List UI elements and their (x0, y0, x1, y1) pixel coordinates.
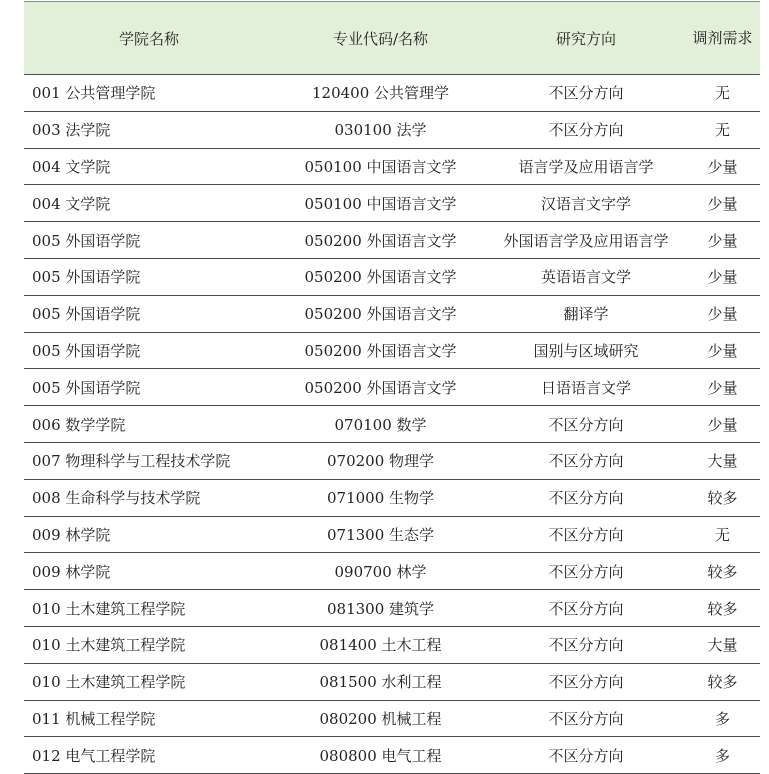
cell-direction: 不区分方向 (487, 111, 685, 148)
cell-college: 008 生命科学与技术学院 (24, 479, 274, 516)
cell-college: 011 机械工程学院 (24, 700, 274, 737)
cell-demand: 较多 (685, 590, 760, 627)
cell-major: 071000 生物学 (274, 479, 487, 516)
table-row (24, 516, 760, 553)
cell-direction: 翻译学 (487, 295, 685, 332)
cell-major: 081500 水利工程 (274, 663, 487, 700)
cell-demand: 大量 (685, 442, 760, 479)
cell-demand: 无 (685, 111, 760, 148)
cell-demand: 无 (685, 75, 760, 112)
cell-major: 050200 外国语言文学 (274, 332, 487, 369)
cell-demand: 少量 (685, 406, 760, 443)
cell-direction: 不区分方向 (487, 406, 685, 443)
table-header (24, 2, 760, 75)
cell-direction: 不区分方向 (487, 516, 685, 553)
header-research-direction: 研究方向 (487, 2, 685, 75)
cell-demand: 多 (685, 700, 760, 737)
cell-major: 050100 中国语言文学 (274, 148, 487, 185)
table-row (24, 663, 760, 700)
cell-major: 081400 土木工程 (274, 626, 487, 663)
table-row (24, 553, 760, 590)
cell-college: 009 林学院 (24, 516, 274, 553)
header-adjustment-demand: 调剂需求 (685, 2, 760, 75)
cell-college: 010 土木建筑工程学院 (24, 626, 274, 663)
cell-demand: 少量 (685, 185, 760, 222)
table-row (24, 442, 760, 479)
cell-college: 003 法学院 (24, 111, 274, 148)
cell-college: 005 外国语学院 (24, 332, 274, 369)
cell-college: 005 外国语学院 (24, 258, 274, 295)
cell-college: 005 外国语学院 (24, 369, 274, 406)
cell-direction: 国别与区域研究 (487, 332, 685, 369)
table-row (24, 332, 760, 369)
cell-direction: 不区分方向 (487, 553, 685, 590)
cell-demand: 较多 (685, 479, 760, 516)
cell-direction: 语言学及应用语言学 (487, 148, 685, 185)
table-row (24, 737, 760, 774)
cell-major: 050200 外国语言文学 (274, 222, 487, 259)
cell-college: 004 文学院 (24, 148, 274, 185)
cell-direction: 日语语言文学 (487, 369, 685, 406)
cell-college: 009 林学院 (24, 553, 274, 590)
table-row (24, 295, 760, 332)
cell-major: 120400 公共管理学 (274, 75, 487, 112)
cell-major: 071300 生态学 (274, 516, 487, 553)
cell-college: 006 数学学院 (24, 406, 274, 443)
cell-direction: 外国语言学及应用语言学 (487, 222, 685, 259)
table-row (24, 406, 760, 443)
cell-direction: 不区分方向 (487, 663, 685, 700)
cell-major: 080800 电气工程 (274, 737, 487, 774)
cell-demand: 无 (685, 516, 760, 553)
cell-direction: 不区分方向 (487, 75, 685, 112)
cell-direction: 不区分方向 (487, 737, 685, 774)
cell-major: 070200 物理学 (274, 442, 487, 479)
header-major-code: 专业代码/名称 (274, 2, 487, 75)
cell-major: 030100 法学 (274, 111, 487, 148)
cell-major: 050100 中国语言文学 (274, 185, 487, 222)
cell-major: 050200 外国语言文学 (274, 258, 487, 295)
cell-direction: 不区分方向 (487, 700, 685, 737)
cell-direction: 不区分方向 (487, 626, 685, 663)
cell-college: 010 土木建筑工程学院 (24, 663, 274, 700)
cell-major: 080200 机械工程 (274, 700, 487, 737)
table-row (24, 111, 760, 148)
cell-demand: 少量 (685, 332, 760, 369)
cell-demand: 少量 (685, 369, 760, 406)
header-college: 学院名称 (24, 2, 274, 75)
cell-demand: 大量 (685, 626, 760, 663)
cell-major: 050200 外国语言文学 (274, 295, 487, 332)
cell-major: 090700 林学 (274, 553, 487, 590)
cell-major: 050200 外国语言文学 (274, 369, 487, 406)
cell-demand: 少量 (685, 148, 760, 185)
table-row (24, 700, 760, 737)
table-row (24, 75, 760, 112)
cell-college: 004 文学院 (24, 185, 274, 222)
adjustment-demand-table (24, 1, 760, 774)
cell-college: 012 电气工程学院 (24, 737, 274, 774)
cell-direction: 不区分方向 (487, 590, 685, 627)
cell-demand: 较多 (685, 663, 760, 700)
cell-major: 081300 建筑学 (274, 590, 487, 627)
cell-direction: 不区分方向 (487, 442, 685, 479)
table-row (24, 479, 760, 516)
table-row (24, 626, 760, 663)
cell-major: 070100 数学 (274, 406, 487, 443)
cell-college: 007 物理科学与工程技术学院 (24, 442, 274, 479)
cell-demand: 少量 (685, 222, 760, 259)
cell-demand: 少量 (685, 258, 760, 295)
table-row (24, 222, 760, 259)
cell-college: 005 外国语学院 (24, 222, 274, 259)
cell-direction: 英语语言文学 (487, 258, 685, 295)
cell-college: 010 土木建筑工程学院 (24, 590, 274, 627)
cell-demand: 较多 (685, 553, 760, 590)
table-row (24, 258, 760, 295)
cell-college: 005 外国语学院 (24, 295, 274, 332)
header-row (24, 2, 760, 75)
cell-college: 001 公共管理学院 (24, 75, 274, 112)
cell-direction: 汉语言文字学 (487, 185, 685, 222)
cell-demand: 多 (685, 737, 760, 774)
table-body (24, 75, 760, 774)
table-row (24, 185, 760, 222)
table-row (24, 148, 760, 185)
table-row (24, 590, 760, 627)
cell-demand: 少量 (685, 295, 760, 332)
table-row (24, 369, 760, 406)
cell-direction: 不区分方向 (487, 479, 685, 516)
